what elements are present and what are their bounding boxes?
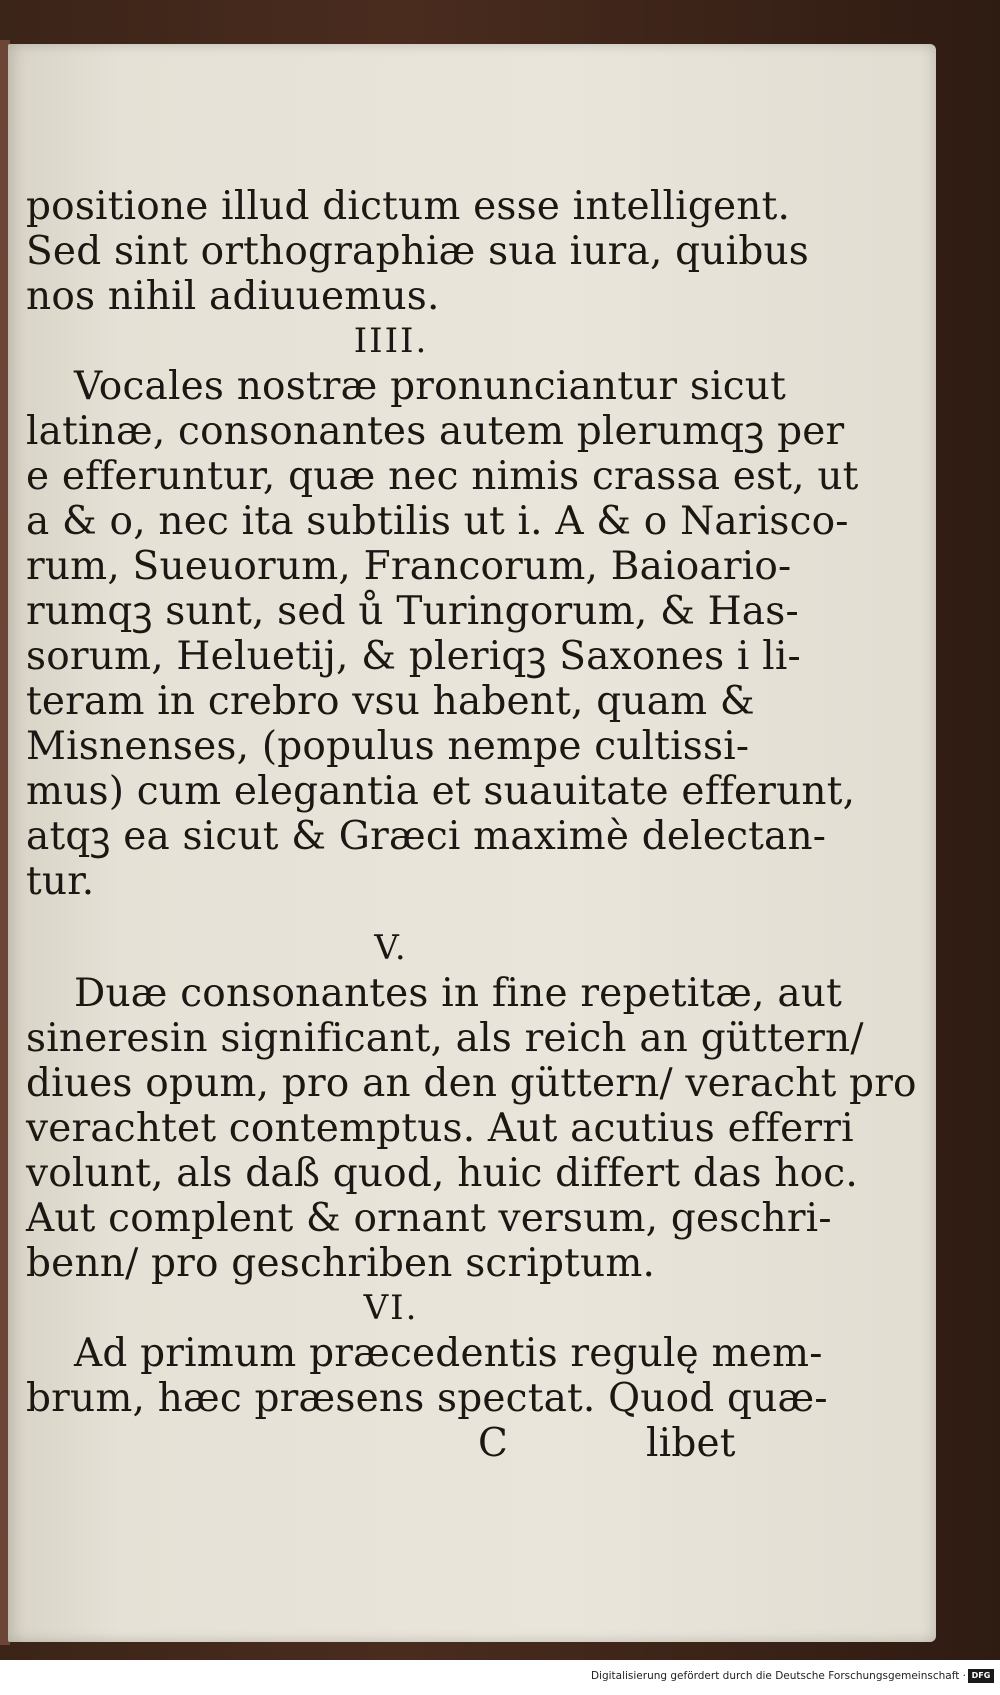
footer-credit: Digitalisierung gefördert durch die Deutsche Forschungsgemeinschaft · [590,1670,966,1682]
text-line: teram in crebro vsu habent, quam & [26,679,755,724]
page-text [26,184,917,1466]
text-line: Duæ consonantes in fine repetitæ, aut [74,971,842,1016]
digitization-footer [0,1660,1000,1695]
page-footer-marks [26,1421,756,1466]
text-line: Sed sint orthographiæ sua iura, quibus [26,229,810,274]
text-line: a & o, nec ita subtilis ut i. A & o Narisco- [26,499,849,544]
text-line: benn/ pro geschriben scriptum. [26,1241,656,1286]
text-line: positione illud dictum esse intelligent. [26,184,791,229]
section-heading-6: VI. [363,1288,419,1328]
text-line: Ad primum præcedentis regulę mem- [74,1331,823,1376]
text-line: Vocales nostræ pronunciantur sicut [74,364,786,409]
text-line: nos nihil adiuuemus. [26,274,440,319]
dfg-logo-icon: DFG [968,1669,994,1683]
text-line: diues opum, pro an den güttern/ veracht pro [26,1061,917,1106]
text-line: rum, Sueuorum, Francorum, Baioario- [26,544,792,589]
text-line: volunt, als daß quod, huic differt das hoc. [26,1151,858,1196]
text-line: e efferuntur, quæ nec nimis crassa est, ut [26,454,859,499]
section-heading-4: IIII. [353,321,429,361]
text-line: verachtet contemptus. Aut acutius efferri [26,1106,854,1151]
text-line: mus) cum elegantia et suauitate efferunt, [26,769,856,814]
text-line: brum, hæc præsens spectat. Quod quæ- [26,1376,828,1421]
text-line: rumqꝫ sunt, sed ů Turingorum, & Has- [26,589,799,634]
text-line: atqꝫ ea sicut & Græci maximè delectan- [26,814,827,859]
text-line: sineresin significant, als reich an güttern/ [26,1016,864,1061]
text-line: tur. [26,859,95,904]
text-line: sorum, Heluetij, & pleriqꝫ Saxones i li- [26,634,801,679]
section-heading-5: V. [374,928,408,968]
text-line: Misnenses, (populus nempe cultissi- [26,724,750,769]
book-page [8,44,936,1642]
signature-mark: C [478,1421,509,1466]
text-line: Aut complent & ornant versum, geschri- [26,1196,832,1241]
catchword: libet [646,1421,736,1466]
text-line: latinæ, consonantes autem plerumqꝫ per [26,409,845,454]
